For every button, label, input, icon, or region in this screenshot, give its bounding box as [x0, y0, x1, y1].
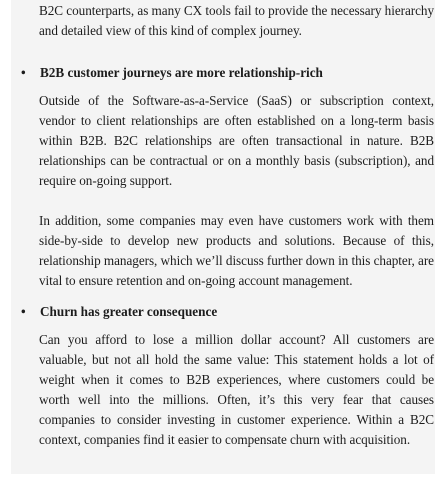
churn-paragraph [39, 330, 434, 449]
bullet-marker: • [21, 65, 26, 80]
relationships-paragraph-2 [39, 211, 434, 291]
bullet-item-churn [21, 302, 431, 322]
bullet-item-relationships [21, 63, 431, 83]
paragraph-text: In addition, some companies may even have customers work with them side-by-side to develop new products and solutions. Because of this, relationship managers, which we’ll discuss further down in this chapter, are vital to ensure retention and on-going account management. [39, 213, 434, 288]
paragraph-text: Can you afford to lose a million dollar account? All customers are valuable, but not all hold the same value: This statement holds a lot of weight when it comes to B2B experiences, where customers could be worth well into the millions. Often, it’s this very fear that causes companies to consider investing in customer experience. Within a B2C context, companies find it easier to compensate churn with acquisition. [39, 332, 434, 447]
intro-text: B2C counterparts, as many CX tools fail to provide the necessary hierarchy and detailed view of this kind of complex journey. [39, 3, 434, 38]
intro-paragraph [39, 1, 434, 41]
relationships-paragraph-1 [39, 91, 434, 191]
section-heading-relationships: B2B customer journeys are more relationship-rich [40, 65, 323, 80]
paragraph-text: Outside of the Software-as-a-Service (SaaS) or subscription context, vendor to client relationships are often established on a long-term basis within B2B. B2C relationships are often transactional in nature. B2B relationships can be contractual or on a monthly basis (subscription), and require on-going support. [39, 93, 434, 188]
bullet-marker: • [21, 304, 26, 319]
section-heading-churn: Churn has greater consequence [40, 304, 218, 319]
